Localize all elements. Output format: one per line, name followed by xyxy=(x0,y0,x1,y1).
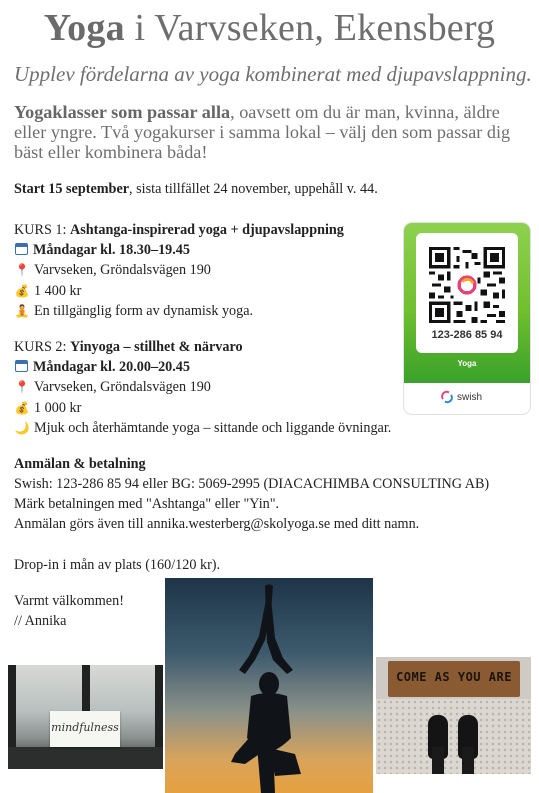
meditation-person-icon: 🧘 xyxy=(14,304,30,318)
yoga-silhouette-photo xyxy=(165,578,373,793)
page-subtitle: Upplev fördelarna av yoga kombinerat med djupavslappning. xyxy=(14,62,532,86)
swish-logo: swish xyxy=(440,390,482,406)
signature: // Annika xyxy=(14,613,67,629)
payment-reference: Märk betalningen med "Ashtanga" eller "Yin". xyxy=(14,496,280,512)
payment-swish-bg: Swish: 123-286 85 94 eller BG: 5069-2995 (DIACACHIMBA CONSULTING AB) xyxy=(14,476,490,492)
course2-schedule: Måndagar kl. 20.00–20.45 xyxy=(14,359,190,376)
qr-code-icon xyxy=(429,247,505,323)
crescent-moon-icon: 🌙 xyxy=(14,421,30,435)
swish-qr-card[interactable] xyxy=(404,223,530,414)
dropin-info: Drop-in i mån av plats (160/120 kr). xyxy=(14,557,221,573)
course1-price: 💰 1 400 kr xyxy=(14,283,82,299)
course2-price: 💰 1 000 kr xyxy=(14,400,82,416)
mindfulness-card: mindfulness xyxy=(50,711,120,747)
course2-description: 🌙 Mjuk och återhämtande yoga – sittande och liggande övningar. xyxy=(14,420,392,436)
pin-icon: 📍 xyxy=(14,380,30,394)
money-bag-icon: 💰 xyxy=(14,284,30,298)
swish-label: Yoga xyxy=(457,359,477,368)
course1-location: 📍 Varvseken, Gröndalsvägen 190 xyxy=(14,262,211,278)
swish-number: 123-286 85 94 xyxy=(431,329,503,341)
swish-logo-icon xyxy=(440,390,454,404)
course2-heading: KURS 2: Yinyoga – stillhet & närvaro xyxy=(14,339,243,355)
course1-schedule: Måndagar kl. 18.30–19.45 xyxy=(14,242,190,259)
page-title: Yoga i Varvseken, Ekensberg xyxy=(43,7,496,49)
course1-heading: KURS 1: Ashtanga-inspirerad yoga + djupavslappning xyxy=(14,222,344,238)
closing-greeting: Varmt välkommen! xyxy=(14,593,124,609)
start-date-line: Start 15 september, sista tillfället 24 november, uppehåll v. 44. xyxy=(14,181,378,197)
course1-description: 🧘 En tillgänglig form av dynamisk yoga. xyxy=(14,303,254,319)
payment-heading: Anmälan & betalning xyxy=(14,456,146,472)
doormat: COME AS YOU ARE xyxy=(388,661,520,697)
registration-email: Anmälan görs även till annika.westerberg@skolyoga.se med ditt namn. xyxy=(14,516,420,532)
pin-icon: 📍 xyxy=(14,263,30,277)
money-bag-icon: 💰 xyxy=(14,401,30,415)
yoga-tree-pose-silhouette xyxy=(165,578,373,793)
mindfulness-window-photo xyxy=(8,665,163,769)
intro-paragraph: Yogaklasser som passar alla, oavsett om du är man, kvinna, äldre eller yngre. Två yogakurser i samma lokal – välj den som passar dig bäst eller kombinera båda! xyxy=(14,102,511,162)
doormat-photo xyxy=(376,657,531,774)
calendar-icon xyxy=(15,360,28,372)
qr-panel xyxy=(416,233,518,353)
calendar-icon xyxy=(15,243,28,255)
course2-location: 📍 Varvseken, Gröndalsvägen 190 xyxy=(14,379,211,395)
